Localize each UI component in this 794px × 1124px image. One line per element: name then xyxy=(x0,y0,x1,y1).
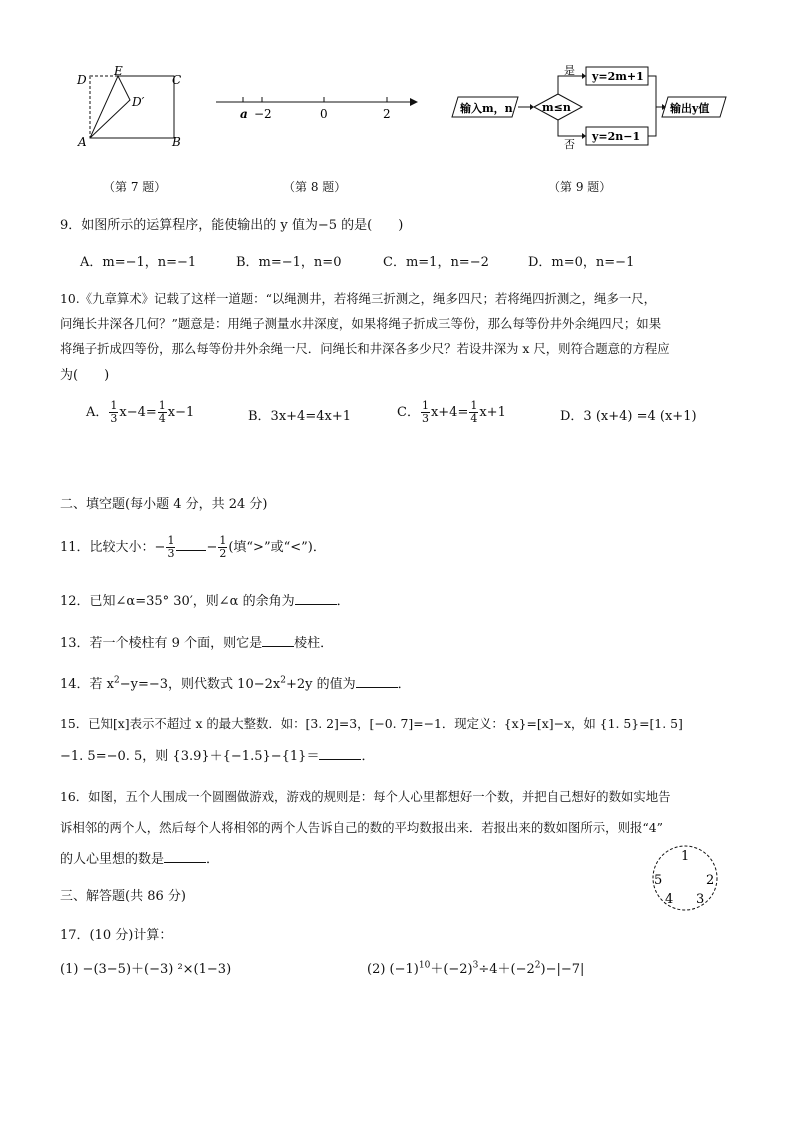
circle-number-3: 3 xyxy=(696,892,705,907)
question-14 xyxy=(60,673,411,692)
question-12 xyxy=(60,590,350,609)
question-11 xyxy=(60,535,326,560)
caption-fig9: （第 9 题） xyxy=(548,180,612,194)
input-text: 输入m，n xyxy=(460,102,513,115)
answer-blank[interactable] xyxy=(356,675,398,688)
q14-rest: +2y 的值为 xyxy=(285,677,356,692)
option-letter: A． xyxy=(86,405,109,420)
exponent: 2 xyxy=(114,675,120,686)
q11-suffix: (填“>”或“<”)． xyxy=(228,540,326,555)
question-9: 9．如图所示的运算程序，能使输出的 y 值为−5 的是( ) xyxy=(60,218,404,233)
answer-blank[interactable] xyxy=(319,747,361,760)
question-15-line2 xyxy=(60,745,374,764)
output-no-text: y=2n−1 xyxy=(592,130,641,143)
arrow-icon xyxy=(410,98,418,106)
label-e: E xyxy=(114,66,123,78)
answer-blank[interactable] xyxy=(262,634,294,647)
denominator: 4 xyxy=(158,412,166,425)
expr-part: ÷4＋(−2 xyxy=(478,962,535,977)
condition-text: m≤n xyxy=(542,101,571,114)
output-yes-text: y=2m+1 xyxy=(592,70,644,83)
fraction-one-half xyxy=(218,535,227,560)
figure-7 xyxy=(70,66,190,150)
numerator: 1 xyxy=(470,399,478,412)
circle-number-2: 2 xyxy=(706,873,715,888)
question-10-line1: 10.《九章算术》记载了这样一道题：“以绳测井，若将绳三折测之，绳多四尺；若将绳四折测之，绳多一尺， xyxy=(60,291,657,306)
denominator: 4 xyxy=(470,412,478,425)
circle-number-5: 5 xyxy=(654,873,663,888)
q10-option-b: B．3x+4=4x+1 xyxy=(248,409,351,424)
circle-number-4: 4 xyxy=(665,892,674,907)
fraction-one-fourth xyxy=(158,400,167,425)
question-17-title: 17．(10 分)计算： xyxy=(60,928,173,943)
q13-suffix: 棱柱． xyxy=(294,636,334,651)
q9-option-d: D．m=0，n=−1 xyxy=(528,255,635,270)
q9-option-c: C．m=1，n=−2 xyxy=(383,255,489,270)
numerator: 1 xyxy=(110,399,118,412)
numerator: 1 xyxy=(219,534,227,547)
q12-suffix: ． xyxy=(336,594,350,609)
question-16-line2: 诉相邻的两个人，然后每个人将相邻的两个人告诉自己的数的平均数报出来．若报出来的数如图所示，则报“4” xyxy=(60,820,663,835)
minus-sign: − xyxy=(206,540,218,555)
figure-16-circle xyxy=(648,842,724,914)
q9-option-b: B．m=−1，n=0 xyxy=(236,255,342,270)
caption-fig7: （第 7 题） xyxy=(103,180,167,194)
expr-part: ＋(−2) xyxy=(430,962,473,977)
expr-part: )−|−7| xyxy=(540,962,585,977)
exponent: 2 xyxy=(280,675,286,686)
label-a: A xyxy=(78,135,87,149)
answer-blank[interactable] xyxy=(164,850,206,863)
q14-prefix: 14．若 x xyxy=(60,677,115,692)
question-10-line2: 问绳长井深各几何？”题意是：用绳子测量水井深度，如果将绳子折成三等份，那么每等份井外余绳四尺；如果 xyxy=(60,316,662,331)
label-c: C xyxy=(172,73,182,87)
expr-part: x−4= xyxy=(119,405,157,420)
question-15-line1: 15．已知[x]表示不超过 x 的最大整数．如：[3. 2]=3，[−0. 7]=−1．现定义：{x}=[x]−x，如 {1. 5}=[1. 5] xyxy=(60,716,683,731)
answer-blank[interactable] xyxy=(295,592,337,605)
label-a: a xyxy=(240,107,248,121)
expr-part: x+1 xyxy=(479,405,506,420)
caption-fig8: （第 8 题） xyxy=(283,180,347,194)
q10-option-c xyxy=(397,400,506,425)
question-10-line3: 将绳子折成四等份，那么每等份井外余绳一尺．问绳长和井深各多少尺？若设井深为 x 尺，则符合题意的方程应 xyxy=(60,341,670,356)
no-label: 否 xyxy=(564,138,575,151)
question-16-line1: 16．如图，五个人围成一个圆圈做游戏，游戏的规则是：每个人心里都想好一个数，并把自己想好的数如实地告 xyxy=(60,789,671,804)
q15-prefix: −1. 5=−0. 5，则 {3.9}＋{−1.5}−{1}＝ xyxy=(60,749,320,764)
denominator: 3 xyxy=(167,547,175,560)
label-two: 2 xyxy=(383,107,391,121)
question-17-part2 xyxy=(367,958,584,977)
yes-label: 是 xyxy=(564,64,575,77)
q16-prefix: 的人心里想的数是 xyxy=(60,852,165,867)
circle-number-1: 1 xyxy=(681,849,690,864)
exponent: 3 xyxy=(472,960,479,971)
expr-part: (2) (−1) xyxy=(367,962,419,977)
section-2-title: 二、填空题(每小题 4 分，共 24 分) xyxy=(60,497,268,512)
label-minus-two: −2 xyxy=(254,107,272,121)
label-d-prime: D′ xyxy=(132,95,145,109)
q9-option-a: A．m=−1，n=−1 xyxy=(80,255,197,270)
numerator: 1 xyxy=(158,399,166,412)
q16-suffix: ． xyxy=(206,852,220,867)
question-13 xyxy=(60,632,333,651)
section-3-title: 三、解答题(共 86 分) xyxy=(60,889,186,904)
figure-9-flowchart xyxy=(450,64,735,154)
denominator: 3 xyxy=(110,412,118,425)
label-zero: 0 xyxy=(320,107,328,121)
option-letter: C． xyxy=(397,405,420,420)
numerator: 1 xyxy=(167,534,175,547)
expr-part: x+4= xyxy=(430,405,469,420)
numerator: 1 xyxy=(421,399,429,412)
answer-blank[interactable] xyxy=(176,538,206,551)
label-b: B xyxy=(172,135,181,149)
figure-8-number-line xyxy=(210,90,420,126)
q10-option-a xyxy=(86,400,194,425)
question-10-line4: 为( ) xyxy=(60,368,110,383)
fraction-one-third xyxy=(166,535,175,560)
q14-suffix: ． xyxy=(397,677,411,692)
question-16-line3 xyxy=(60,848,219,867)
folded-triangle xyxy=(90,76,130,138)
q14-mid: −y=−3，则代数式 10−2x xyxy=(119,677,281,692)
label-d: D xyxy=(77,73,87,87)
output-text: 输出y值 xyxy=(670,102,710,115)
fraction-one-fourth xyxy=(469,400,478,425)
expr-part: x−1 xyxy=(167,405,195,420)
exponent: 10 xyxy=(418,960,431,971)
q15-suffix: ． xyxy=(361,749,375,764)
q11-prefix: 11．比较大小：− xyxy=(60,540,166,555)
fraction-one-third xyxy=(421,400,430,425)
q12-prefix: 12．已知∠α=35° 30′，则∠α 的余角为 xyxy=(60,594,295,609)
q10-option-d: D．3 (x+4) =4 (x+1) xyxy=(560,409,697,424)
exponent: 2 xyxy=(534,960,541,971)
denominator: 3 xyxy=(421,412,429,425)
fraction-one-third xyxy=(109,400,118,425)
question-17-part1: (1) −(3−5)＋(−3) ²×(1−3) xyxy=(60,962,232,977)
q13-prefix: 13．若一个棱柱有 9 个面，则它是 xyxy=(60,636,263,651)
denominator: 2 xyxy=(219,547,227,560)
